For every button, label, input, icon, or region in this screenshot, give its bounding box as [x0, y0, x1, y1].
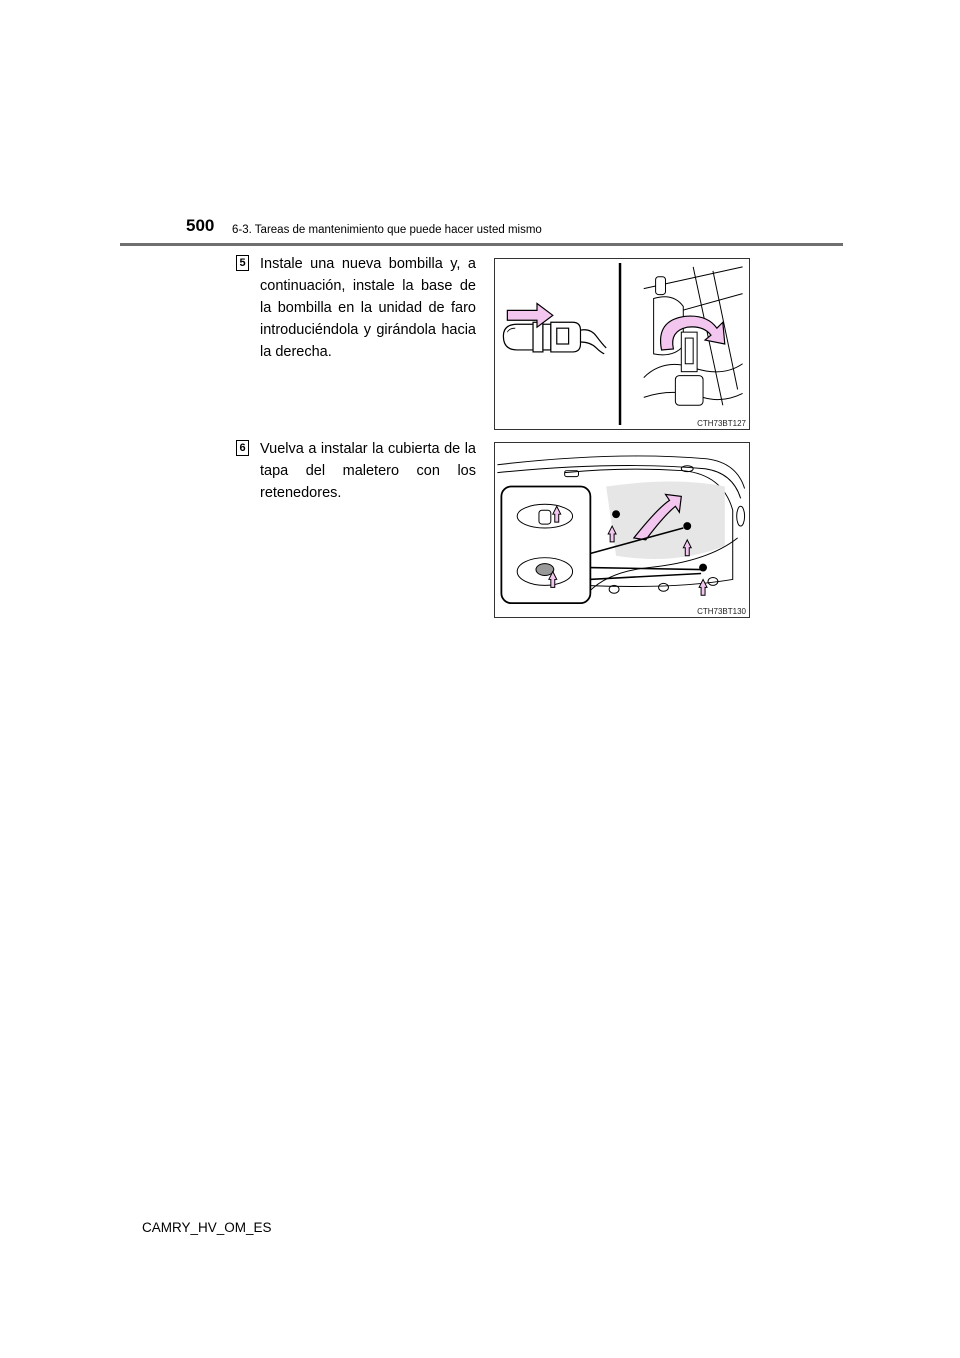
section-title: 6-3. Tareas de mantenimiento que puede hacer usted mismo: [232, 224, 542, 236]
bulb-install-drawing: [495, 259, 749, 429]
headlamp-housing: [644, 267, 743, 405]
figure-code-5: CTH73BT127: [697, 419, 746, 428]
step-6-text: Vuelva a instalar la cubierta de la tapa del maletero con los retenedores.: [260, 441, 476, 501]
page-number: 500: [186, 216, 215, 235]
step-6-badge: 6: [236, 440, 249, 456]
figure-code-6: CTH73BT130: [697, 607, 746, 616]
bulb-install-illustration: [494, 258, 750, 430]
trunk-cover-drawing: [495, 443, 749, 617]
step-5-text: Instale una nueva bombilla y, a continuación, instale la base de la bombilla en la unidad de faro introduciéndola y girándola hacia la derecha.: [260, 256, 476, 360]
manual-code: CAMRY_HV_OM_ES: [142, 1220, 272, 1235]
header-rule: [120, 243, 843, 246]
cover-panel: [606, 482, 725, 559]
bulb-assembly: [503, 322, 606, 354]
step-5-badge: 5: [236, 255, 249, 271]
trunk-cover-illustration: [494, 442, 750, 618]
